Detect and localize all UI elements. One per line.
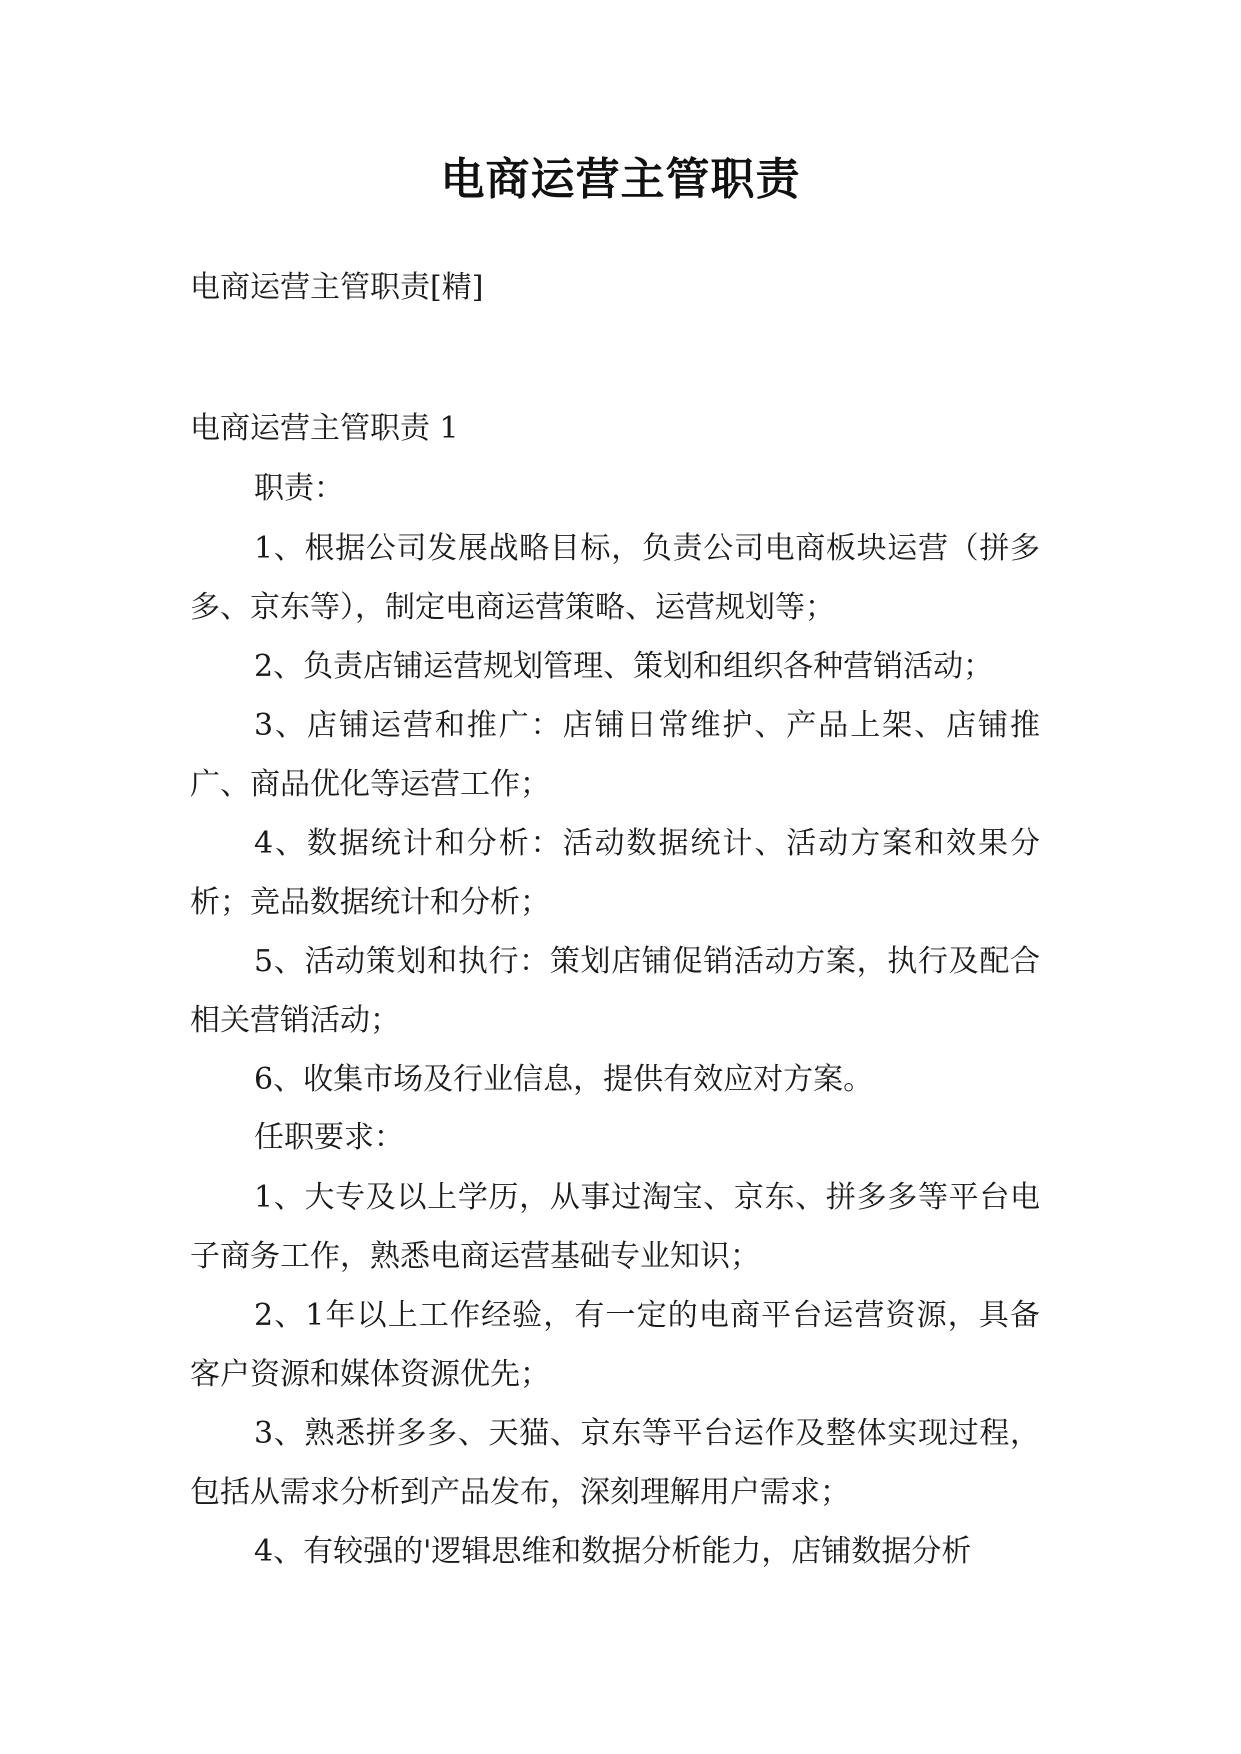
requirement-item-4: 4、有较强的'逻辑思维和数据分析能力，店铺数据分析 <box>254 1534 972 1569</box>
duty-item-5: 5、活动策划和执行：策划店铺促销活动方案，执行及配合相关营销活动； <box>190 944 1040 1038</box>
requirements-label: 任职要求： <box>254 1120 404 1155</box>
duties-label: 职责： <box>254 471 344 506</box>
document-title: 电商运营主管职责 <box>440 154 801 205</box>
document-subtitle: 电商运营主管职责[精] <box>190 270 484 305</box>
section-heading: 电商运营主管职责 1 <box>190 411 459 446</box>
requirement-item-3: 3、熟悉拼多多、天猫、京东等平台运作及整体实现过程，包括从需求分析到产品发布，深刻理解用户需求； <box>190 1416 1040 1510</box>
duty-item-2: 2、负责店铺运营规划管理、策划和组织各种营销活动； <box>254 649 994 684</box>
requirement-item-2: 2、1年以上工作经验，有一定的电商平台运营资源，具备客户资源和媒体资源优先； <box>190 1298 1040 1392</box>
duty-item-3: 3、店铺运营和推广：店铺日常维护、产品上架、店铺推广、商品优化等运营工作； <box>190 708 1040 802</box>
duty-item-6: 6、收集市场及行业信息，提供有效应对方案。 <box>254 1062 874 1097</box>
requirement-item-1: 1、大专及以上学历，从事过淘宝、京东、拼多多等平台电子商务工作，熟悉电商运营基础专业知识； <box>190 1180 1040 1274</box>
duty-item-1: 1、根据公司发展战略目标，负责公司电商板块运营（拼多多、京东等），制定电商运营策略、运营规划等； <box>190 531 1040 625</box>
duty-item-4: 4、数据统计和分析：活动数据统计、活动方案和效果分析；竞品数据统计和分析； <box>190 826 1040 920</box>
